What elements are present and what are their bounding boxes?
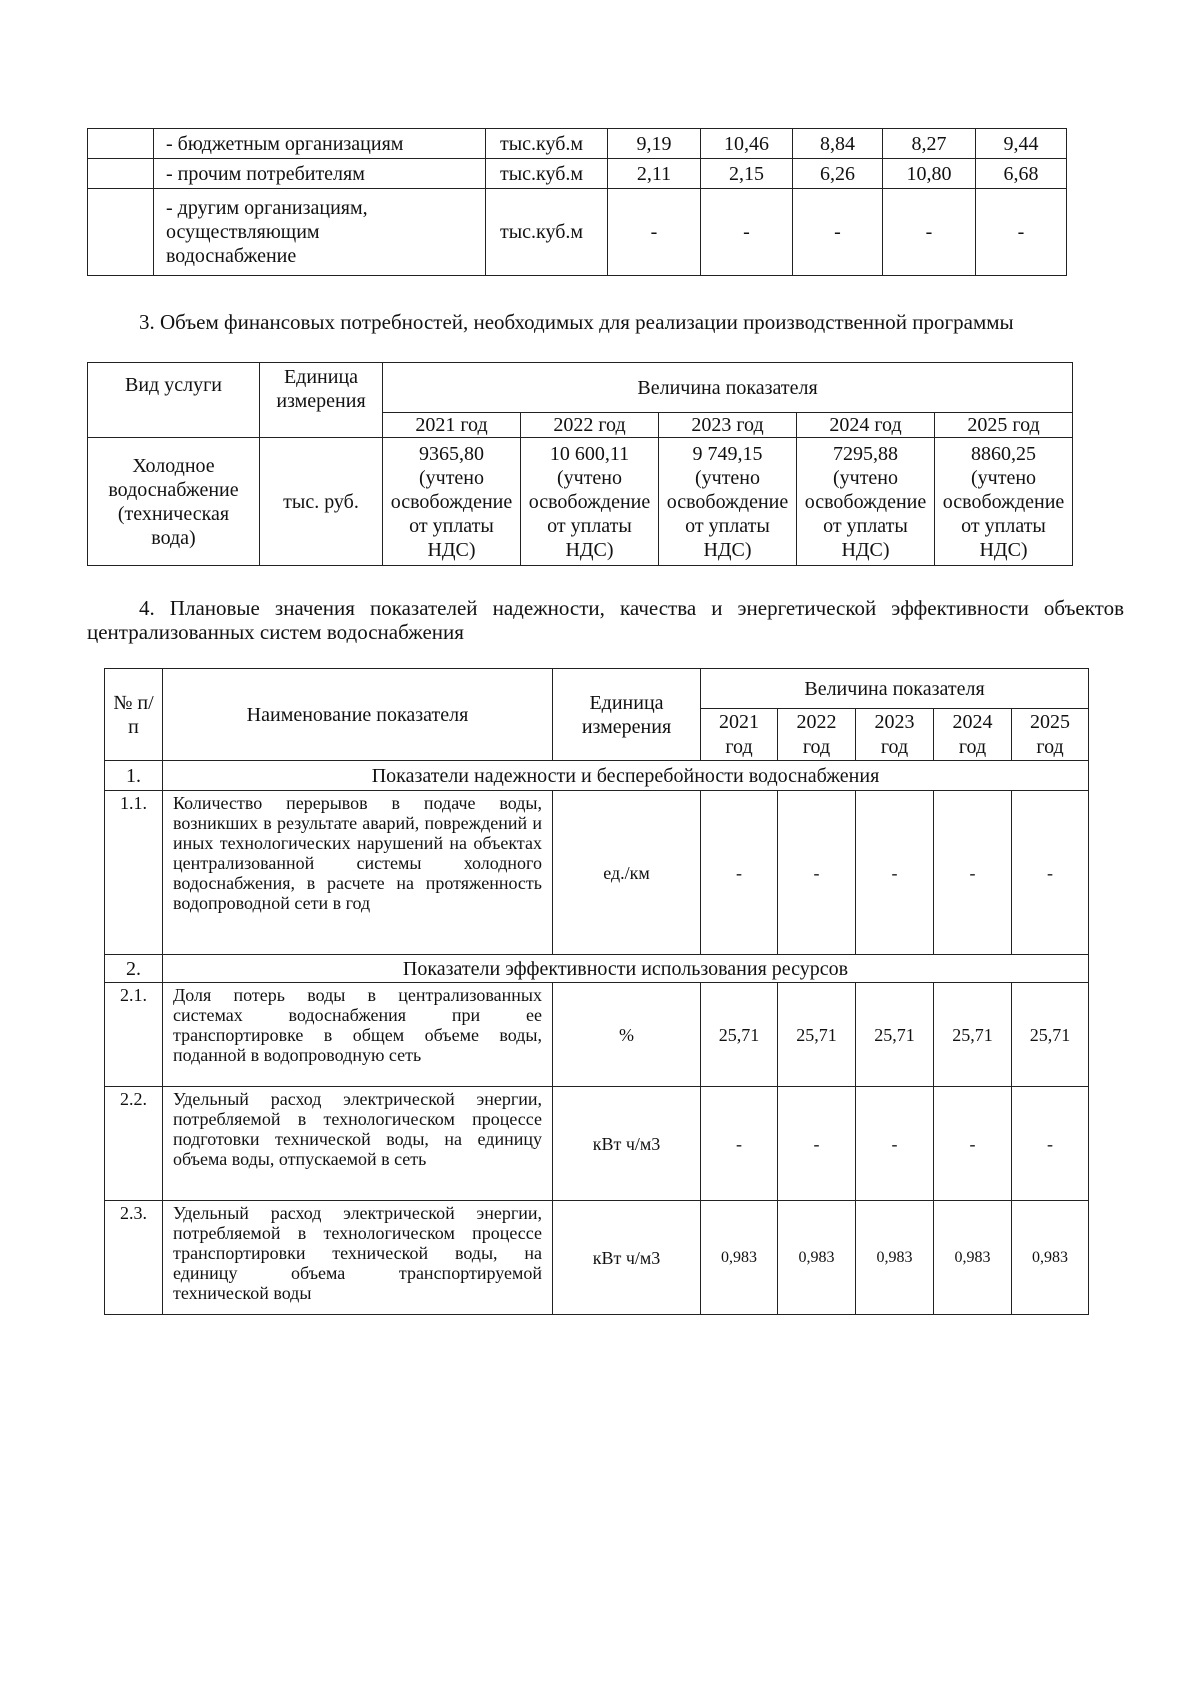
value-cell: 2,15 (701, 159, 793, 189)
row-unit: тыс.куб.м (486, 159, 608, 189)
amount-cell (935, 438, 1073, 566)
amount-cell (797, 438, 935, 566)
col-unit-header: Единица измерения (260, 363, 383, 438)
section-number: 1. (105, 761, 163, 791)
value-cell: 25,71 (1012, 983, 1089, 1087)
value-cell: 6,26 (793, 159, 883, 189)
amount-note: (учтено освобождение от уплаты НДС) (804, 466, 927, 561)
row-number: 2.3. (105, 1201, 163, 1315)
empty-cell (88, 129, 154, 159)
financial-needs-table (87, 362, 1073, 566)
col-service-header: Вид услуги (88, 363, 260, 438)
empty-cell (88, 159, 154, 189)
row-name: - бюджетным организациям (154, 129, 486, 159)
row-unit: тыс.куб.м (486, 189, 608, 276)
service-name: Холодное водоснабжение (техническая вода) (88, 438, 260, 566)
col-value-header: Величина показателя (701, 669, 1089, 709)
value-cell: 25,71 (778, 983, 856, 1087)
year-header: 2025 год (1012, 709, 1089, 761)
amount-value: 8860,25 (971, 442, 1037, 465)
row-number: 2.1. (105, 983, 163, 1087)
value-cell: - (976, 189, 1067, 276)
empty-cell (88, 189, 154, 276)
col-no-header: № п/п (105, 669, 163, 761)
amount-note: (учтено освобождение от уплаты НДС) (528, 466, 651, 561)
amount-value: 7295,88 (833, 442, 898, 465)
indicator-name: Доля потерь воды в централизованных системах водоснабжения при ее транспортировке в общем объеме воды, поданной в водопроводную сеть (163, 983, 553, 1087)
value-cell: 6,68 (976, 159, 1067, 189)
value-cell: - (778, 791, 856, 955)
value-cell: - (934, 1087, 1012, 1201)
table-row (88, 159, 1067, 189)
table-row (88, 129, 1067, 159)
value-cell: - (701, 1087, 778, 1201)
year-header: 2023 год (856, 709, 934, 761)
amount-note: (учтено освобождение от уплаты НДС) (666, 466, 789, 561)
value-cell: 0,983 (778, 1201, 856, 1315)
value-cell: 0,983 (856, 1201, 934, 1315)
col-name-header: Наименование показателя (163, 669, 553, 761)
indicator-name: Удельный расход электрической энергии, потребляемой в технологическом процессе подготовки технической воды, на единицу объема воды, отпускаемой в сеть (163, 1087, 553, 1201)
year-header: 2025 год (935, 413, 1073, 438)
indicator-name: Удельный расход электрической энергии, потребляемой в технологическом процессе транспортировки технической воды, на единицу объема транспортируемой технической воды (163, 1201, 553, 1315)
year-header: 2023 год (659, 413, 797, 438)
amount-value: 9365,80 (419, 442, 484, 465)
amount-note: (учтено освобождение от уплаты НДС) (942, 466, 1065, 561)
year-header: 2024 год (934, 709, 1012, 761)
indicator-name: Количество перерывов в подаче воды, возникших в результате аварий, повреждений и иных технологических нарушений на объектах централизованной системы холодного водоснабжения, в расчете на протяженность водопроводной сети в год (163, 791, 553, 955)
amount-cell (521, 438, 659, 566)
row-number: 2.2. (105, 1087, 163, 1201)
amount-value: 9 749,15 (692, 442, 763, 465)
section-number: 2. (105, 955, 163, 983)
consumption-table (87, 128, 1067, 276)
value-cell: 2,11 (608, 159, 701, 189)
year-header: 2022 год (778, 709, 856, 761)
value-cell: - (856, 791, 934, 955)
col-value-header: Величина показателя (383, 363, 1073, 413)
row-name: - прочим потребителям (154, 159, 486, 189)
indicator-unit: ед./км (553, 791, 701, 955)
col-unit-header: Единица измерения (553, 669, 701, 761)
indicator-unit: % (553, 983, 701, 1087)
year-header: 2021 год (701, 709, 778, 761)
value-cell: - (701, 791, 778, 955)
value-cell: 25,71 (701, 983, 778, 1087)
value-cell: 0,983 (701, 1201, 778, 1315)
value-cell: 9,19 (608, 129, 701, 159)
value-cell: 25,71 (934, 983, 1012, 1087)
value-cell: - (793, 189, 883, 276)
value-cell: 10,46 (701, 129, 793, 159)
value-cell: 9,44 (976, 129, 1067, 159)
row-number: 1.1. (105, 791, 163, 955)
value-cell: 8,84 (793, 129, 883, 159)
year-header: 2024 год (797, 413, 935, 438)
indicator-unit: кВт ч/м3 (553, 1087, 701, 1201)
section-title: Показатели эффективности использования ресурсов (163, 955, 1089, 983)
amount-cell (383, 438, 521, 566)
value-cell: - (883, 189, 976, 276)
amount-note: (учтено освобождение от уплаты НДС) (390, 466, 513, 561)
value-cell: 8,27 (883, 129, 976, 159)
value-cell: - (701, 189, 793, 276)
year-header: 2022 год (521, 413, 659, 438)
value-cell: - (934, 791, 1012, 955)
year-header: 2021 год (383, 413, 521, 438)
value-cell: - (608, 189, 701, 276)
value-cell: 0,983 (934, 1201, 1012, 1315)
section-title: Показатели надежности и бесперебойности водоснабжения (163, 761, 1089, 791)
service-unit: тыс. руб. (260, 438, 383, 566)
value-cell: 25,71 (856, 983, 934, 1087)
table-row (88, 189, 1067, 276)
value-cell: - (778, 1087, 856, 1201)
value-cell: - (1012, 791, 1089, 955)
section-3-heading: 3. Объем финансовых потребностей, необходимых для реализации производственной программы (139, 310, 1014, 334)
section-4-heading: 4. Плановые значения показателей надежности, качества и энергетической эффективности объектов централизованных систем водоснабжения (87, 596, 1124, 644)
value-cell: - (1012, 1087, 1089, 1201)
indicator-unit: кВт ч/м3 (553, 1201, 701, 1315)
indicators-table (104, 668, 1089, 1315)
value-cell: - (856, 1087, 934, 1201)
amount-value: 10 600,11 (549, 442, 630, 465)
value-cell: 0,983 (1012, 1201, 1089, 1315)
value-cell: 10,80 (883, 159, 976, 189)
amount-cell (659, 438, 797, 566)
row-name: - другим организациям, осуществляющим водоснабжение (154, 189, 486, 276)
row-unit: тыс.куб.м (486, 129, 608, 159)
